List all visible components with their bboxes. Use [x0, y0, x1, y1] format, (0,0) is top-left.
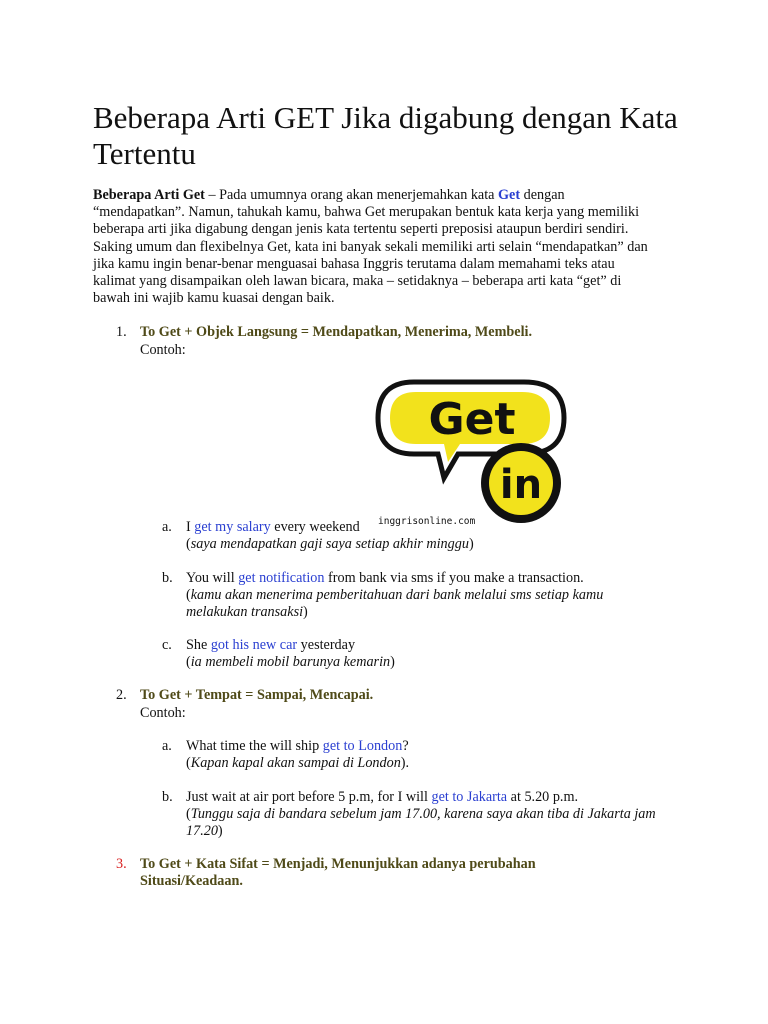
example-item: She got his new car yesterday (ia membeli mobil barunya kemarin)	[186, 637, 395, 670]
contoh-label: Contoh:	[140, 342, 186, 358]
item-letter: a.	[162, 519, 172, 535]
section-heading: To Get + Objek Langsung = Mendapatkan, Menerima, Membeli.	[140, 324, 533, 340]
section-number: 2.	[116, 687, 127, 703]
item-letter: c.	[162, 637, 172, 653]
in-speech-bubble	[481, 443, 561, 523]
section-heading: To Get + Tempat = Sampai, Mencapai.	[140, 687, 374, 703]
example-translation: ia membeli mobil barunya kemarin	[190, 653, 391, 670]
intro-keyword: Get	[498, 187, 521, 203]
logo-in-text: in	[499, 462, 543, 508]
example-item: Just wait at air port before 5 p.m, for I will get to Jakarta at 5.20 p.m. (Tunggu saja di bandara sebelum jam 17.00, karena saya akan tiba di Jakarta jam 17.20)	[186, 789, 656, 839]
intro-text-2: dengan “mendapatkan”. Namun, tahukah kamu, bahwa Get merupakan bentuk kata kerja yang memiliki beberapa arti jika digabung dengan jenis kata tertentu seperti preposisi ataupun berdiri sendiri. Saking umum dan flexibelnya Get, kata ini banyak sekali memiliki arti selain “mendapatkan” dan jika kamu ingin benar-benar menguasai bahasa Inggris terutama dalam memahami teks atau kalimat yang disampaikan oleh lawan bicara, maka – setidaknya – beberapa arti kata “get” di bawah ini wajib kamu kuasai dengan baik.	[93, 187, 648, 307]
example-phrase: get notification	[238, 570, 325, 586]
page-title: Beberapa Arti GET Jika digabung dengan Kata Tertentu	[93, 100, 678, 171]
logo-get-text: Get	[428, 394, 516, 445]
intro-lead: Beberapa Arti Get	[93, 187, 205, 203]
item-letter: b.	[162, 570, 173, 586]
example-item: What time the will ship get to London? (Kapan kapal akan sampai di London).	[186, 738, 410, 771]
example-text: yesterday	[297, 637, 356, 653]
example-translation: Tunggu saja di bandara sebelum jam 17.00, karena saya akan tiba di Jakarta jam 17.20	[186, 805, 656, 839]
get-in-logo	[374, 376, 574, 530]
example-text: Just wait at air port before 5 p.m, for I will	[186, 789, 432, 805]
section-heading: To Get + Kata Sifat = Menjadi, Menunjukkan adanya perubahan Situasi/Keadaan.	[140, 856, 536, 889]
example-translation: saya mendapatkan gaji saya setiap akhir minggu	[190, 535, 469, 552]
example-phrase: get to Jakarta	[431, 789, 508, 805]
example-text: She	[186, 637, 211, 653]
example-text: You will	[186, 570, 239, 586]
example-translation: Kapan kapal akan sampai di London	[190, 754, 401, 771]
contoh-label: Contoh:	[140, 705, 186, 721]
example-text: ?	[402, 738, 409, 754]
example-phrase: got his new car	[210, 637, 298, 653]
example-text: from bank via sms if you make a transaction.	[324, 570, 584, 586]
section-number: 3.	[116, 856, 127, 872]
intro-paragraph	[93, 187, 658, 307]
example-text: I	[186, 519, 195, 535]
example-item: You will get notification from bank via sms if you make a transaction. (kamu akan menerima pemberitahuan dari bank melalui sms setiap kamu melakukan transaksi)	[186, 570, 604, 620]
intro-text-1: – Pada umumnya orang akan menerjemahkan kata	[204, 187, 499, 203]
example-phrase: get to London	[322, 738, 403, 754]
item-letter: b.	[162, 789, 173, 805]
example-translation: kamu akan menerima pemberitahuan dari bank melalui sms setiap kamu melakukan transaksi	[186, 586, 604, 620]
logo-watermark: inggrisonline.com	[378, 516, 476, 527]
example-text: every weekend	[270, 519, 360, 535]
example-text: at 5.20 p.m.	[507, 789, 579, 805]
example-text: What time the will ship	[186, 738, 323, 754]
item-letter: a.	[162, 738, 172, 754]
example-item: I get my salary every weekend (saya mendapatkan gaji saya setiap akhir minggu)	[186, 519, 474, 552]
section-number: 1.	[116, 324, 127, 340]
example-phrase: get my salary	[194, 519, 271, 535]
